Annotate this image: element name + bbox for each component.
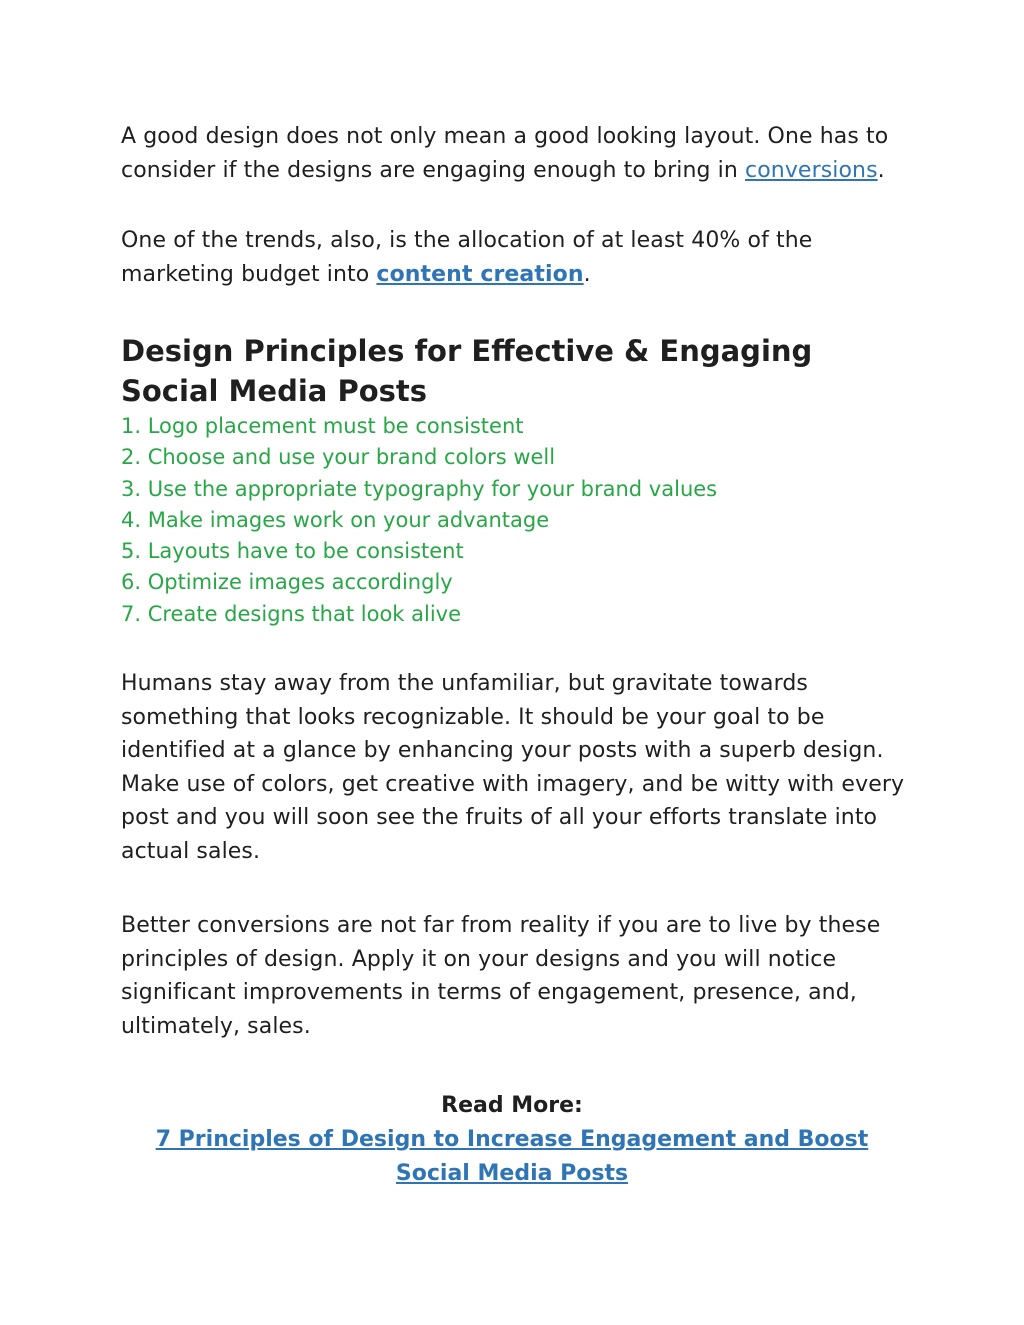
section-heading: Design Principles for Effective & Engaging Social Media Posts [121, 334, 813, 408]
principle-item: 7. Create designs that look alive [121, 601, 462, 626]
body-paragraph-1: Humans stay away from the unfamiliar, but gravitate towards something that looks recognizable. It should be your goal to be identified at a glance by enhancing your posts with a superb design. Make use of colors, get creative with imagery, and be witty with every post and you will soon see the fruits of all your efforts translate into actual sales. [121, 671, 905, 864]
intro-paragraph-2 [121, 224, 911, 291]
conversions-link[interactable]: conversions [745, 157, 878, 183]
intro-text-1: A good design does not only mean a good looking layout. One has to consider if the designs are engaging enough to bring in [121, 124, 889, 183]
read-more-label: Read More: [441, 1093, 583, 1118]
principle-item: 4. Make images work on your advantage [121, 507, 550, 532]
principle-item: 2. Choose and use your brand colors well [121, 445, 556, 470]
content-creation-link[interactable]: content creation [376, 261, 584, 287]
principle-item: 3. Use the appropriate typography for your brand values [121, 476, 718, 501]
intro-end-2: . [583, 261, 591, 287]
read-more-link[interactable]: 7 Principles of Design to Increase Engagement and Boost Social Media Posts [155, 1127, 869, 1186]
principle-item: 5. Layouts have to be consistent [121, 539, 464, 564]
intro-paragraph-1 [121, 120, 911, 187]
principle-item: 6. Optimize images accordingly [121, 570, 453, 595]
principle-item: 1. Logo placement must be consistent [121, 414, 524, 438]
intro-text-2: One of the trends, also, is the allocation of at least 40% of the marketing budget into [121, 228, 813, 287]
principles-list [121, 411, 911, 630]
document-page [121, 120, 911, 1083]
body-paragraph-2: Better conversions are not far from reality if you are to live by these principles of design. Apply it on your designs and you will notice significant improvements in terms of engagement, presence, and, ultimately, sales. [121, 913, 881, 1039]
intro-end-1: . [877, 157, 885, 183]
read-more-section [0, 1089, 1024, 1191]
